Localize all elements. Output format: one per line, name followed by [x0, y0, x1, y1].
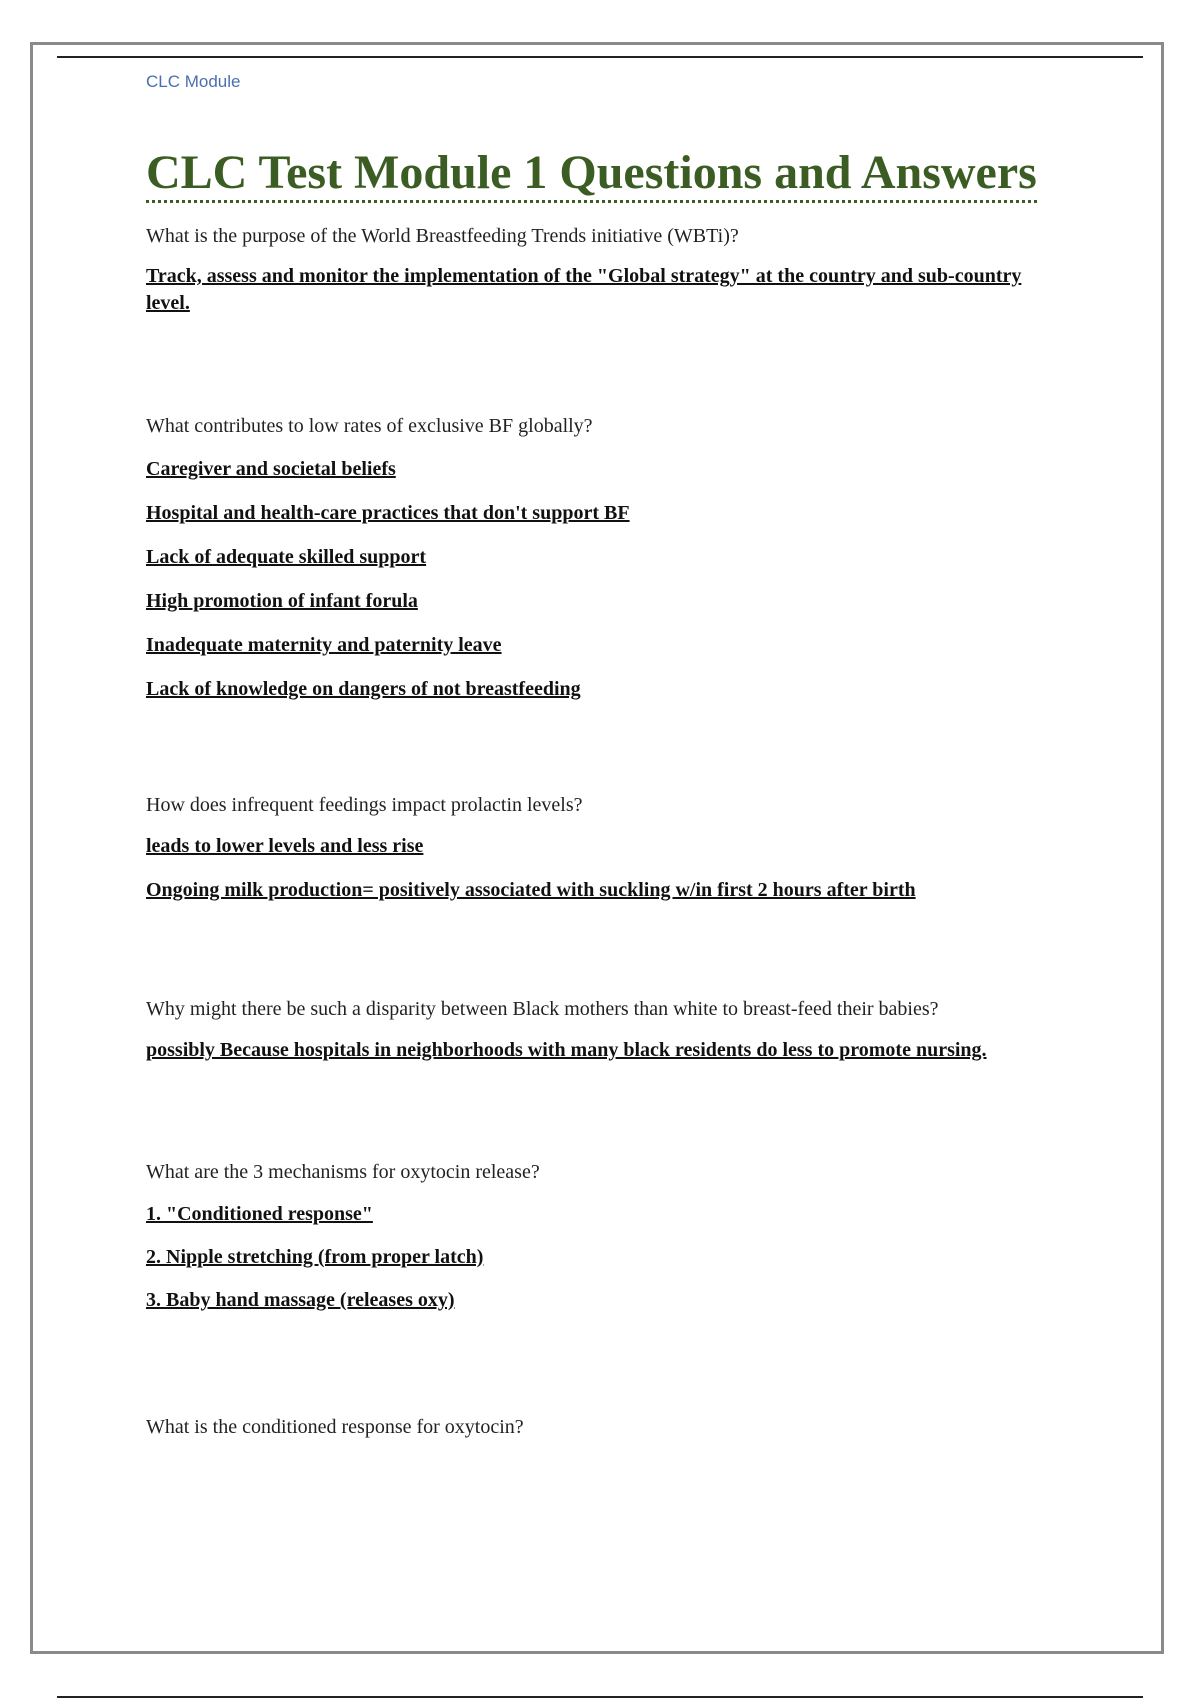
answer-text: 3. Baby hand massage (releases oxy) — [146, 1289, 455, 1311]
footer-rule — [57, 1696, 1143, 1698]
question-text: What are the 3 mechanisms for oxytocin release? — [146, 1161, 540, 1183]
question-text: What contributes to low rates of exclusive BF globally? — [146, 415, 593, 437]
answer-list — [146, 263, 1066, 317]
answer-text: Track, assess and monitor the implementation of the "Global strategy" at the country and sub-country level. — [146, 265, 1022, 314]
question-text: What is the conditioned response for oxytocin? — [146, 1416, 524, 1438]
answer-text: Caregiver and societal beliefs — [146, 458, 396, 480]
answer-text: Hospital and health-care practices that don't support BF — [146, 502, 630, 524]
answer-text: Lack of knowledge on dangers of not breastfeeding — [146, 678, 581, 700]
answer-text: High promotion of infant forula — [146, 590, 418, 612]
answer-list — [146, 1037, 1066, 1064]
qa-item — [146, 996, 1066, 1064]
answer-list — [146, 456, 1066, 703]
answer-text: leads to lower levels and less rise — [146, 835, 424, 857]
qa-item — [146, 1414, 1066, 1440]
answer-text: Ongoing milk production= positively associated with suckling w/in first 2 hours after birth — [146, 879, 916, 901]
question-text: Why might there be such a disparity between Black mothers than white to breast-feed their babies? — [146, 998, 939, 1020]
qa-item — [146, 413, 1066, 703]
answer-list — [146, 1201, 1066, 1314]
answer-text: 2. Nipple stretching (from proper latch) — [146, 1246, 484, 1268]
running-header: CLC Module — [146, 72, 241, 91]
qa-item — [146, 792, 1066, 904]
question-text: How does infrequent feedings impact prolactin levels? — [146, 794, 583, 816]
answer-text: Lack of adequate skilled support — [146, 546, 427, 568]
answer-text: 1. "Conditioned response" — [146, 1203, 373, 1225]
answer-text: Inadequate maternity and paternity leave — [146, 634, 502, 656]
qa-item — [146, 223, 1066, 317]
header-rule — [57, 56, 1143, 58]
qa-item — [146, 1159, 1066, 1314]
document-title: CLC Test Module 1 Questions and Answers — [146, 146, 1037, 203]
document-body — [146, 72, 1066, 1440]
answer-text: possibly Because hospitals in neighborhoods with many black residents do less to promote nursing. — [146, 1039, 987, 1061]
question-text: What is the purpose of the World Breastfeeding Trends initiative (WBTi)? — [146, 225, 739, 247]
answer-list — [146, 833, 1066, 904]
